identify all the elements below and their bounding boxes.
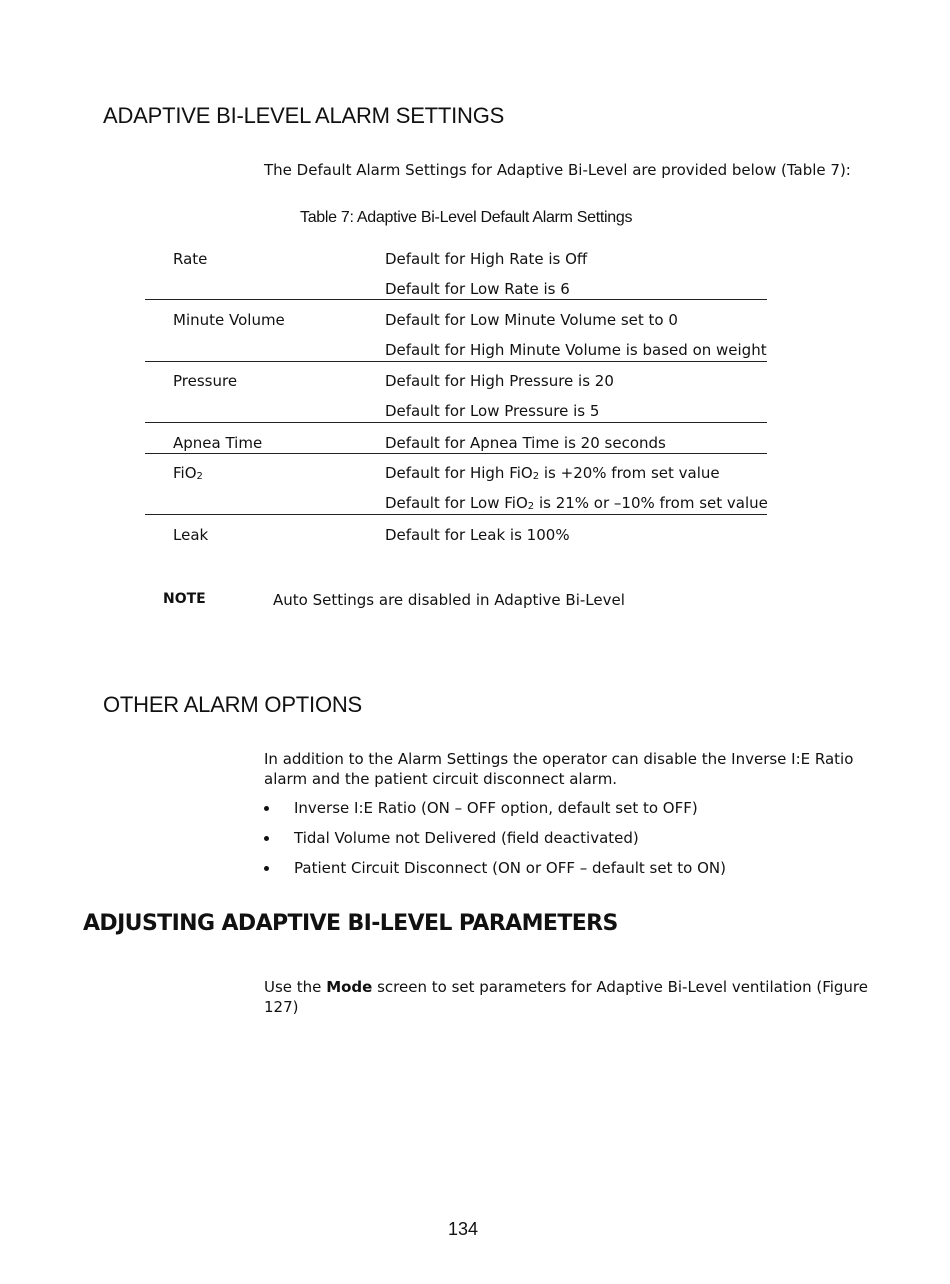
table-cell: Default for High Rate is Off <box>385 250 588 268</box>
list-item: Patient Circuit Disconnect (ON or OFF – default set to ON) <box>294 859 726 877</box>
note-text: Auto Settings are disabled in Adaptive Bi-Level <box>273 591 625 609</box>
bullet-icon <box>264 836 269 841</box>
list-item: Tidal Volume not Delivered (field deactivated) <box>294 829 639 847</box>
section-title-alarm-settings: ADAPTIVE BI-LEVEL ALARM SETTINGS <box>103 103 505 128</box>
table-cell: Default for High Pressure is 20 <box>385 372 614 390</box>
other-options-intro: In addition to the Alarm Settings the operator can disable the Inverse I:E Ratio alarm and the patient circuit disconnect alarm. <box>264 750 854 788</box>
bullet-icon <box>264 806 269 811</box>
list-item: Inverse I:E Ratio (ON – OFF option, default set to OFF) <box>294 799 698 817</box>
table-cell: Default for Low Minute Volume set to 0 <box>385 311 678 329</box>
table-cell: Default for Leak is 100% <box>385 526 570 544</box>
adjusting-parameters-text: Use the Mode screen to set parameters for Adaptive Bi-Level ventilation (Figure 127) <box>264 978 868 1016</box>
table-row-label: Rate <box>173 250 208 268</box>
table-row-label: Apnea Time <box>173 434 263 452</box>
section-title-adjusting-parameters: ADJUSTING ADAPTIVE BI-LEVEL PARAMETERS <box>83 911 618 936</box>
table-cell: Default for Low FiO$_2$ is 21% or –10% from set value <box>385 494 768 512</box>
alarm-settings-intro: The Default Alarm Settings for Adaptive Bi-Level are provided below (Table 7): <box>264 161 851 179</box>
table-caption: Table 7: Adaptive Bi-Level Default Alarm Settings <box>300 209 633 226</box>
table-cell: Default for High Minute Volume is based on weight <box>385 341 767 359</box>
table-divider <box>145 453 767 454</box>
table-cell: Default for High FiO$_2$ is +20% from set value <box>385 464 720 482</box>
table-divider <box>145 514 767 515</box>
bullet-icon <box>264 866 269 871</box>
table-divider <box>145 422 767 423</box>
table-divider <box>145 361 767 362</box>
table-cell: Default for Low Pressure is 5 <box>385 402 600 420</box>
section-title-other-options: OTHER ALARM OPTIONS <box>103 692 363 717</box>
note-label: NOTE <box>163 591 206 607</box>
table-divider <box>145 299 767 300</box>
table-row-label: Pressure <box>173 372 238 390</box>
table-row-label: Leak <box>173 526 209 544</box>
table-cell: Default for Low Rate is 6 <box>385 280 570 298</box>
table-row-label: Minute Volume <box>173 311 285 329</box>
table-cell: Default for Apnea Time is 20 seconds <box>385 434 666 452</box>
page-number: 134 <box>448 1219 479 1239</box>
table-row-label: FiO$_2$ <box>173 464 203 482</box>
